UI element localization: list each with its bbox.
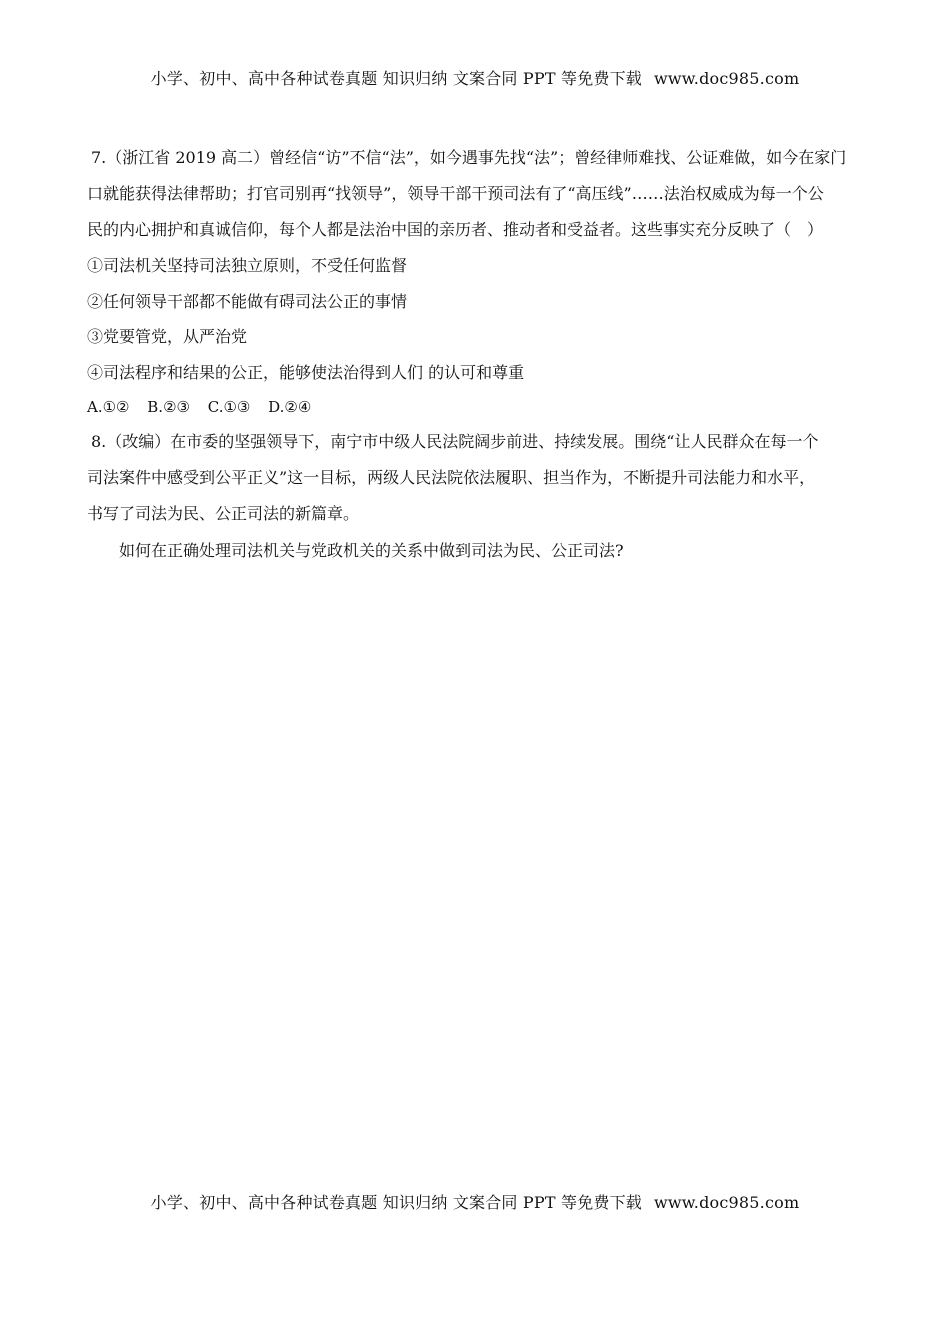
footer-url[interactable]: www.doc985.com [654, 1193, 800, 1212]
page-header [0, 66, 950, 89]
question-8-line-3: 书写了司法为民、公正司法的新篇章。 [87, 504, 360, 523]
header-text: 小学、初中、高中各种试卷真题 知识归纳 文案合同 PPT 等免费下载 [150, 69, 643, 88]
question-7 [87, 140, 867, 424]
question-8-line-1: 8.（改编）在市委的坚强领导下，南宁市中级人民法院阔步前进、持续发展。围绕“让人民群众在每一个 [91, 432, 819, 451]
choice-c: C.①③ [207, 398, 251, 416]
statement-4: ④司法程序和结果的公正，能够使法治得到人们 的认可和尊重 [87, 362, 525, 382]
statement-3: ③党要管党，从严治党 [87, 327, 248, 346]
page-footer [0, 1190, 950, 1213]
footer-text: 小学、初中、高中各种试卷真题 知识归纳 文案合同 PPT 等免费下载 [150, 1193, 643, 1212]
statement-1: ①司法机关坚持司法独立原则，不受任何监督 [87, 256, 408, 275]
document-body [87, 140, 867, 569]
question-7-line-1: 7.（浙江省 2019 高二）曾经信“访”不信“法”，如今遇事先找“法”；曾经律师难找、公证难做，如今在家门 [91, 148, 847, 167]
choice-b: B.②③ [147, 398, 190, 416]
choice-a: A.①② [87, 398, 130, 416]
question-8 [87, 424, 867, 569]
answer-choices [87, 390, 867, 424]
question-8-prompt: 如何在正确处理司法机关与党政机关的关系中做到司法为民、公正司法? [119, 541, 624, 560]
choice-d: D.②④ [268, 398, 312, 416]
question-8-line-2: 司法案件中感受到公平正义”这一目标，两级人民法院依法履职、担当作为，不断提升司法能力和水平， [87, 468, 816, 487]
header-url[interactable]: www.doc985.com [654, 69, 800, 88]
statement-2: ②任何领导干部都不能做有碍司法公正的事情 [87, 291, 408, 311]
question-7-line-2: 口就能获得法律帮助；打官司别再“找领导”，领导干部干预司法有了“高压线”……法治权威成为每一个公 [87, 184, 824, 203]
question-7-line-3: 民的内心拥护和真诚信仰，每个人都是法治中国的亲历者、推动者和受益者。这些事实充分反映了（ ） [87, 220, 824, 239]
